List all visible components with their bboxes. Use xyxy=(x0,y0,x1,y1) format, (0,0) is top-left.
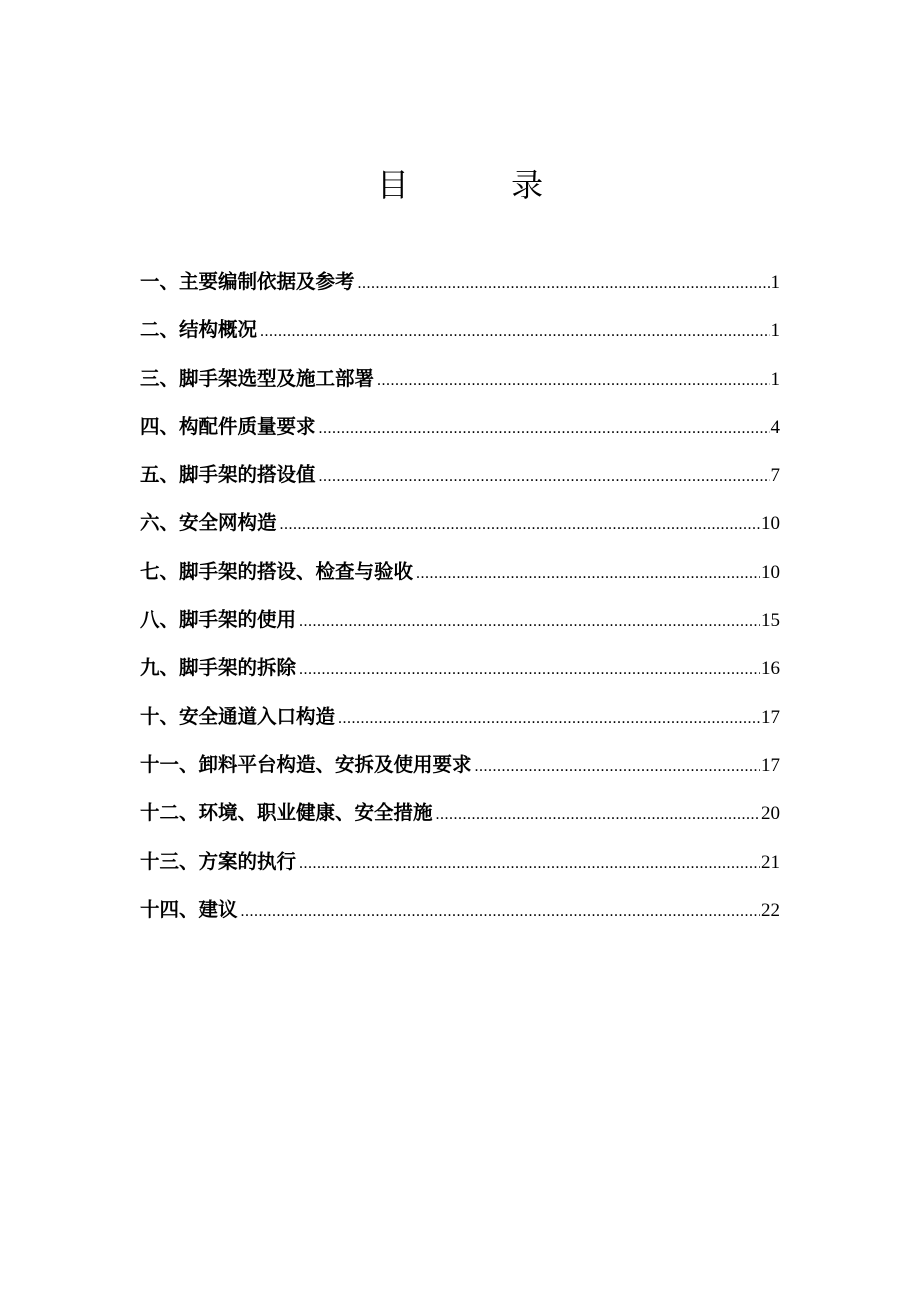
toc-entry[interactable] xyxy=(140,890,780,938)
toc-entry-label: 一、主要编制依据及参考 xyxy=(140,270,355,293)
toc-entry-page-number: 4 xyxy=(770,416,780,438)
toc-entry-page-number: 1 xyxy=(770,272,780,293)
toc-leader-dots xyxy=(299,650,760,690)
toc-list xyxy=(140,262,780,938)
toc-leader-dots xyxy=(299,602,760,642)
toc-entry-page-number: 15 xyxy=(761,610,780,632)
toc-leader-dots xyxy=(319,409,770,449)
toc-entry-page-number: 21 xyxy=(761,851,780,873)
toc-entry-label: 十三、方案的执行 xyxy=(140,849,297,873)
toc-leader-dots xyxy=(241,892,760,932)
toc-entry[interactable] xyxy=(140,407,780,455)
toc-entry[interactable] xyxy=(140,793,780,841)
toc-entry-label: 五、脚手架的搭设值 xyxy=(140,463,316,487)
toc-leader-dots xyxy=(416,554,760,594)
toc-entry[interactable] xyxy=(140,745,780,793)
toc-leader-dots xyxy=(377,361,769,401)
toc-entry-page-number: 17 xyxy=(761,706,780,728)
toc-entry-page-number: 17 xyxy=(761,754,780,776)
toc-entry[interactable] xyxy=(140,455,780,503)
toc-leader-dots xyxy=(436,795,760,835)
toc-leader-dots xyxy=(358,264,770,304)
toc-entry-page-number: 7 xyxy=(770,465,780,487)
toc-entry-label: 六、安全网构造 xyxy=(140,511,277,535)
toc-leader-dots xyxy=(338,699,760,739)
toc-entry-page-number: 22 xyxy=(761,899,780,921)
toc-entry[interactable] xyxy=(140,359,780,407)
toc-entry[interactable] xyxy=(140,600,780,648)
toc-leader-dots xyxy=(319,457,770,497)
toc-entry-page-number: 16 xyxy=(761,658,780,680)
toc-entry[interactable] xyxy=(140,262,780,310)
toc-entry-label: 十二、环境、职业健康、安全措施 xyxy=(140,801,433,825)
toc-entry-label: 三、脚手架选型及施工部署 xyxy=(140,366,375,390)
toc-entry[interactable] xyxy=(140,697,780,745)
toc-leader-dots xyxy=(475,747,760,787)
toc-entry[interactable] xyxy=(140,503,780,551)
toc-entry-label: 十、安全通道入口构造 xyxy=(140,704,336,728)
toc-entry-page-number: 1 xyxy=(770,368,780,390)
toc-entry-label: 十一、卸料平台构造、安拆及使用要求 xyxy=(140,752,472,776)
toc-leader-dots xyxy=(299,844,760,884)
toc-entry-label: 七、脚手架的搭设、检查与验收 xyxy=(140,559,414,583)
toc-leader-dots xyxy=(280,505,760,545)
toc-entry-page-number: 10 xyxy=(761,561,780,583)
toc-entry-label: 十四、建议 xyxy=(140,897,238,921)
toc-entry[interactable] xyxy=(140,310,780,358)
toc-entry-page-number: 20 xyxy=(761,803,780,825)
toc-entry-label: 八、脚手架的使用 xyxy=(140,608,297,632)
toc-entry-label: 四、构配件质量要求 xyxy=(140,414,316,438)
toc-entry-label: 九、脚手架的拆除 xyxy=(140,656,297,680)
toc-entry[interactable] xyxy=(140,552,780,600)
toc-leader-dots xyxy=(260,312,769,352)
toc-entry[interactable] xyxy=(140,842,780,890)
toc-entry-page-number: 10 xyxy=(761,513,780,535)
toc-entry-label: 二、结构概况 xyxy=(140,318,258,342)
toc-entry[interactable] xyxy=(140,648,780,696)
toc-title: 目 录 xyxy=(376,166,590,204)
toc-entry-page-number: 1 xyxy=(770,320,780,342)
